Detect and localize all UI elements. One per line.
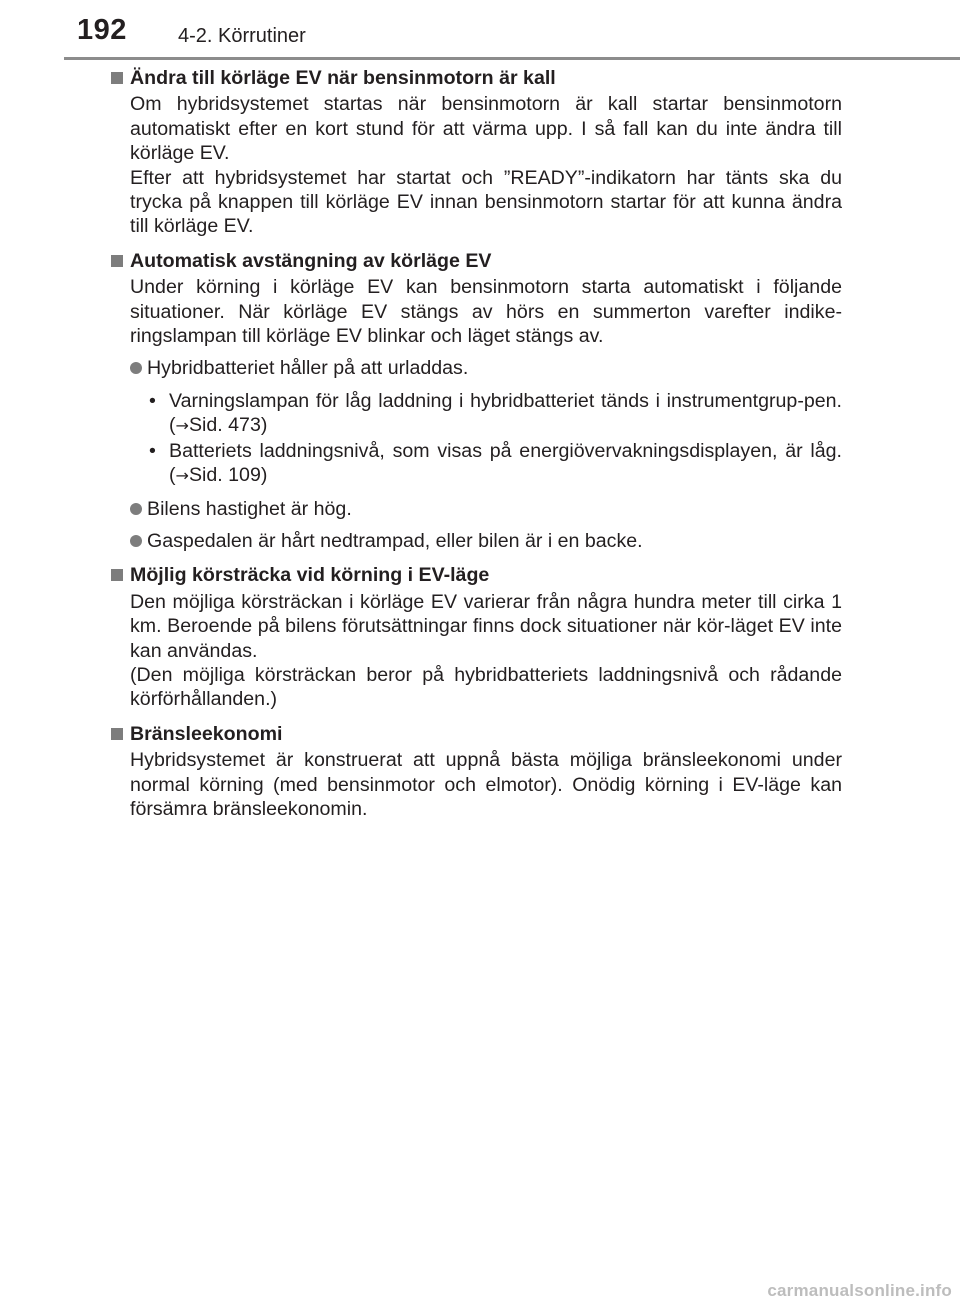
section-fuel-economy — [108, 722, 842, 822]
section-title-text: Möjlig körsträcka vid körning i EV-läge — [130, 564, 490, 587]
sub-item-text: Varningslampan för låg laddning i hybridbatteriet tänds i instrumentgrup-pen. ( — [169, 389, 842, 437]
dot-bullet-icon: • — [149, 439, 156, 462]
sub-item-text: Batteriets laddningsnivå, som visas på energiövervakningsdisplayen, är låg. ( — [169, 439, 842, 487]
page-header — [0, 0, 960, 64]
list-item — [130, 497, 842, 521]
paragraph: Under körning i körläge EV kan bensinmotorn starta automatiskt i följande situationer. När körläge EV stängs av hörs en summerton varefter indike-ringslampan till körläge EV blinkar och läget stängs av. — [130, 276, 842, 348]
section-title-text: Ändra till körläge EV när bensinmotorn är kall — [130, 67, 556, 89]
page-reference: Sid. 109) — [188, 464, 268, 487]
sub-list-item — [147, 389, 842, 439]
section-title-text: Automatisk avstängning av körläge EV — [130, 249, 492, 272]
circle-bullet-icon — [130, 362, 142, 374]
list-item — [130, 529, 842, 553]
square-bullet-icon — [111, 728, 123, 740]
chapter-title: 4-2. Körrutiner — [178, 25, 306, 47]
circle-bullet-icon — [130, 503, 142, 515]
square-bullet-icon — [111, 255, 123, 267]
section-title — [108, 249, 842, 273]
page-number: 192 — [77, 14, 127, 46]
sub-list-item — [147, 439, 842, 489]
section-title — [108, 722, 842, 746]
square-bullet-icon — [111, 569, 123, 581]
section-ev-cold-engine — [108, 66, 842, 239]
page-content — [108, 66, 842, 831]
paragraph: Den möjliga körsträckan i körläge EV varierar från några hundra meter till cirka 1 km. Beroende på bilens förutsättningar finns dock situationer när kör-läget EV inte kan användas. — [130, 590, 842, 662]
square-bullet-icon — [111, 72, 123, 84]
dot-bullet-icon: • — [149, 389, 156, 412]
header-rule — [64, 57, 960, 60]
list-item-text: Hybridbatteriet håller på att urladdas. — [147, 357, 469, 380]
section-title — [108, 66, 842, 90]
paragraph: Hybridsystemet är konstruerat att uppnå bästa möjliga bränsleekonomi under normal körning (med bensinmotor och elmotor). Onödig körning i EV-läge kan försämra bränsleekonomin. — [130, 749, 842, 820]
section-ev-auto-off — [108, 249, 842, 553]
watermark-logo: carmanualsonline.info — [767, 1281, 952, 1300]
list-item — [130, 356, 842, 380]
section-title — [108, 563, 842, 587]
list-item-text: Gaspedalen är hårt nedtrampad, eller bilen är i en backe. — [147, 529, 643, 552]
arrow-right-icon: → — [175, 416, 189, 436]
circle-bullet-icon — [130, 535, 142, 547]
paragraph: Om hybridsystemet startas när bensinmotorn är kall startar bensinmotorn automatiskt efter en kort stund för att värma upp. I så fall kan du inte ändra till körläge EV. — [130, 93, 842, 165]
paragraph: Efter att hybridsystemet har startat och ”READY”-indikatorn har tänts ska du trycka på knappen till körläge EV innan bensinmotorn startar för att kunna ändra till körläge EV. — [130, 166, 842, 238]
section-ev-range — [108, 563, 842, 711]
list-item-text: Bilens hastighet är hög. — [147, 497, 352, 520]
arrow-right-icon: → — [175, 466, 189, 486]
section-title-text: Bränsleekonomi — [130, 722, 283, 745]
page-reference: Sid. 473) — [188, 414, 268, 437]
paragraph: (Den möjliga körsträckan beror på hybridbatteriets laddningsnivå och rådande körförhållanden.) — [130, 663, 842, 711]
